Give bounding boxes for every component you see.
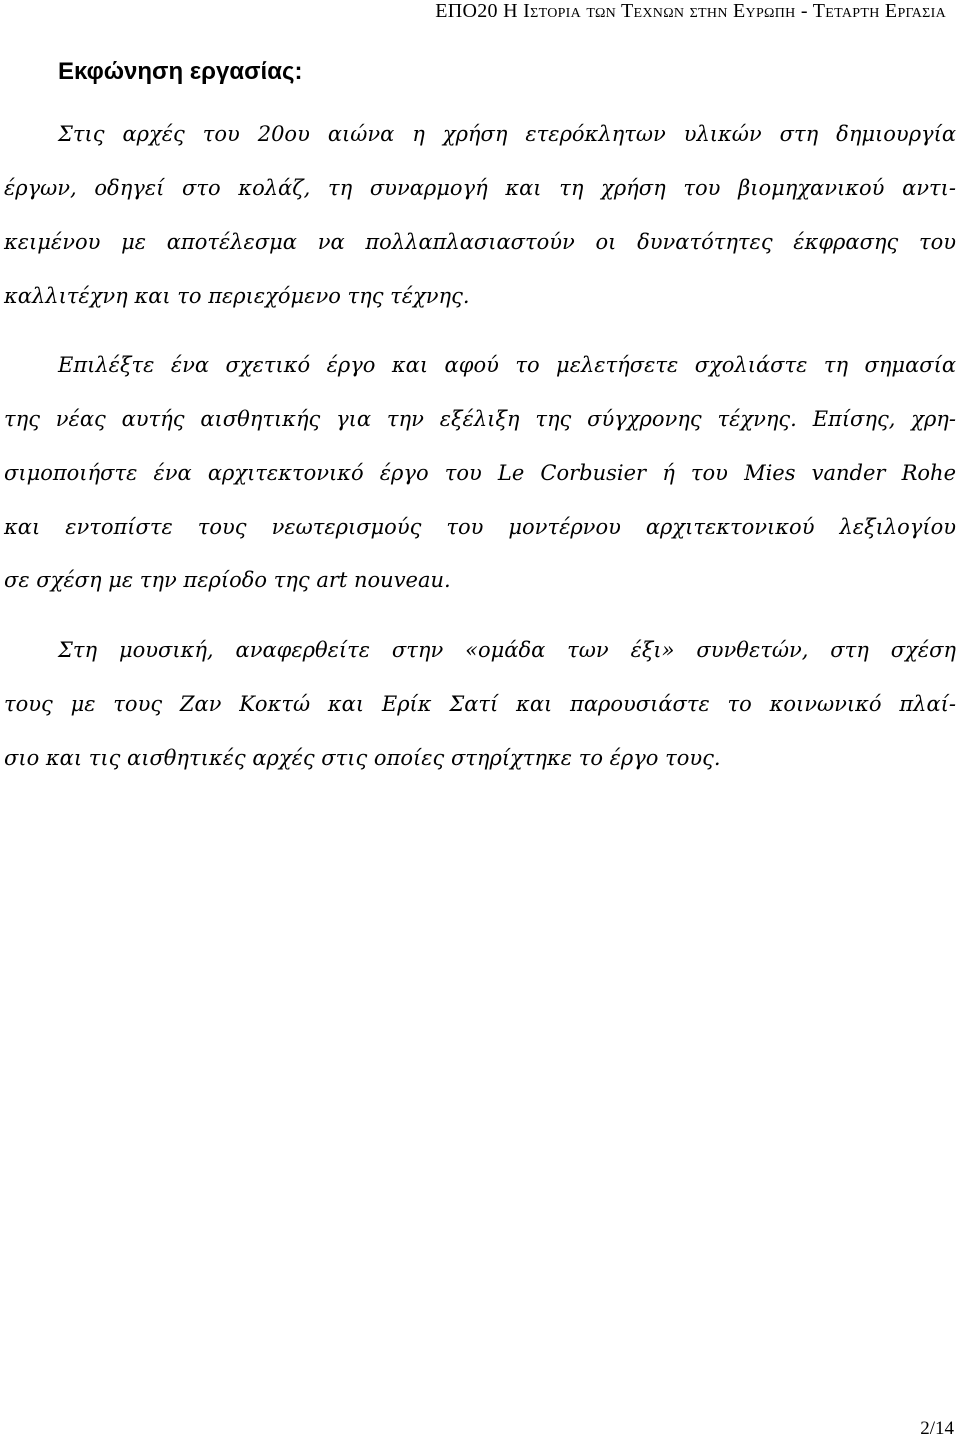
paragraph-2-line-2: της νέας αυτής αισθητικής για την εξέλιξη της σύγχρονης τέχνης. Επίσης, χρη- xyxy=(4,407,956,431)
running-header: ΕΠΟ20 Η Ιστορια των Τεχνων στην Ευρωπη - Τεταρτη Εργασια xyxy=(435,0,946,22)
paragraph-2-line-5: σε σχέση με την περίοδο της art nouveau. xyxy=(4,568,451,592)
paragraph-3-line-2: τους με τους Ζαν Κοκτώ και Ερίκ Σατί και παρουσιάστε το κοινωνικό πλαί- xyxy=(4,692,956,716)
assignment-heading: Εκφώνηση εργασίας: xyxy=(58,58,303,85)
paragraph-3-line-3: σιο και τις αισθητικές αρχές στις οποίες στηρίχτηκε το έργο τους. xyxy=(4,746,721,770)
paragraph-1-line-2: έργων, οδηγεί στο κολάζ, τη συναρμογή και τη χρήση του βιομηχανικού αντι- xyxy=(4,176,956,200)
paragraph-1-line-4: καλλιτέχνη και το περιεχόμενο της τέχνης. xyxy=(4,284,470,308)
paragraph-1-line-1: Στις αρχές του 20ου αιώνα η χρήση ετερόκλητων υλικών στη δημιουργία xyxy=(58,122,956,146)
paragraph-2-line-4: και εντοπίστε τους νεωτερισμούς του μοντέρνου αρχιτεκτονικού λεξιλογίου xyxy=(4,515,956,539)
paragraph-1-line-3: κειμένου με αποτέλεσμα να πολλαπλασιαστούν οι δυνατότητες έκφρασης του xyxy=(4,230,956,254)
paragraph-3-line-1: Στη μουσική, αναφερθείτε στην «ομάδα των έξι» συνθετών, στη σχέση xyxy=(58,638,956,662)
paragraph-2-line-3: σιμοποιήστε ένα αρχιτεκτονικό έργο του Le Corbusier ή του Mies vander Rohe xyxy=(4,461,956,485)
paragraph-2-line-1: Επιλέξτε ένα σχετικό έργο και αφού το μελετήσετε σχολιάστε τη σημασία xyxy=(58,353,956,377)
page-number: 2/14 xyxy=(920,1418,954,1439)
